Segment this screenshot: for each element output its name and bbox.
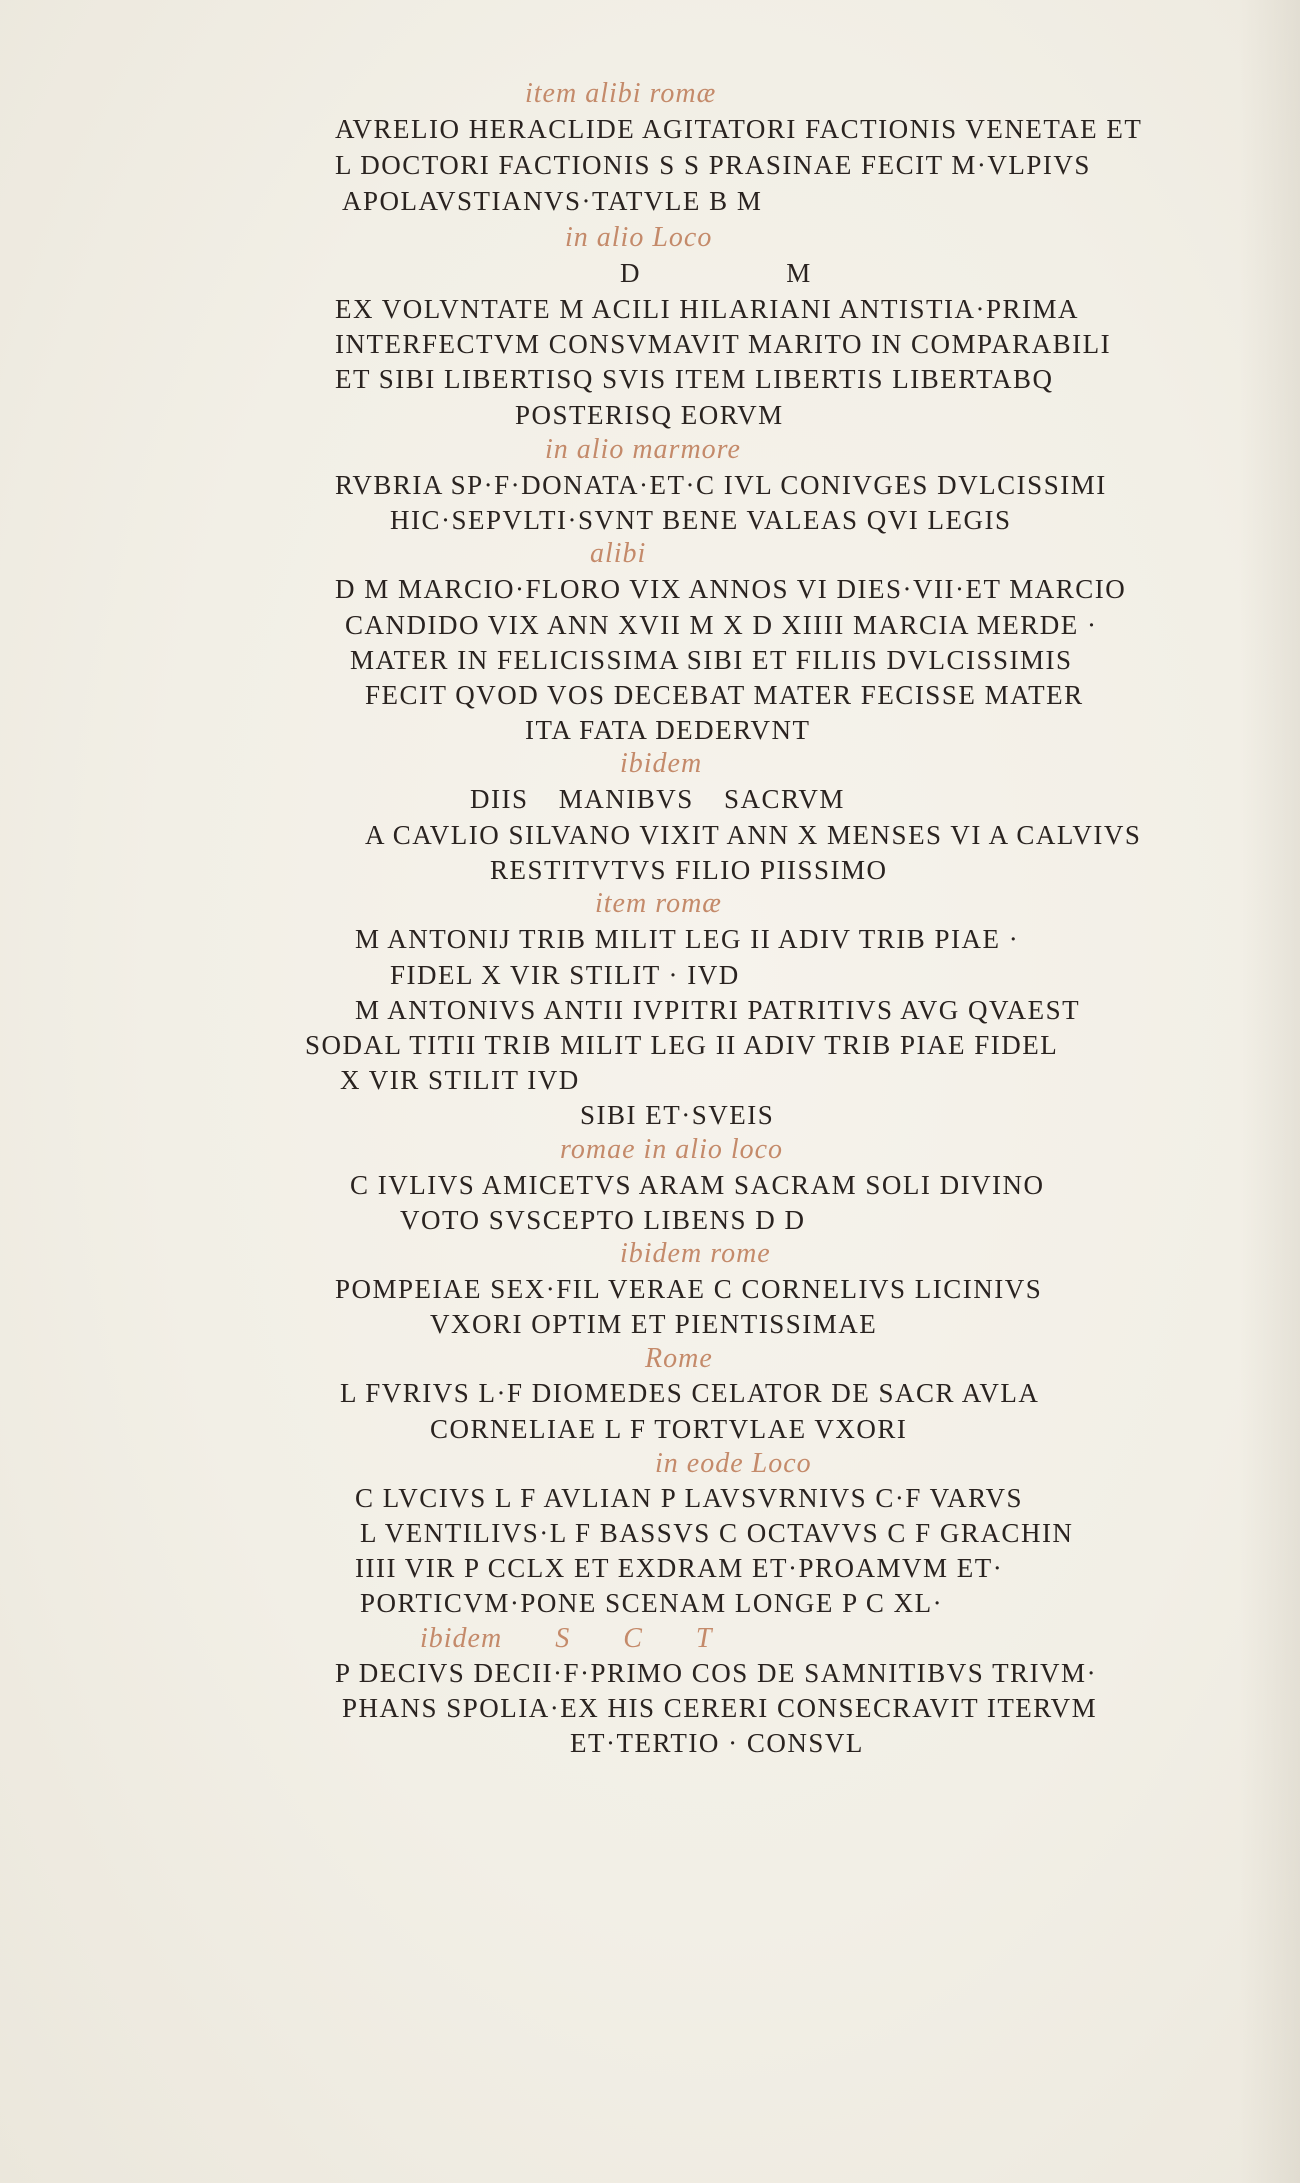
rubric-line: alibi bbox=[590, 538, 647, 569]
text-line: MATER IN FELICISSIMA SIBI ET FILIIS DVLCISSIMIS bbox=[350, 645, 1073, 675]
rubric-line: in alio marmore bbox=[545, 434, 741, 465]
rubric-line: ibidem rome bbox=[620, 1238, 771, 1269]
text-line: RVBRIA SP·F·DONATA·ET·C IVL CONIVGES DVLCISSIMI bbox=[335, 470, 1107, 500]
text-line: D M bbox=[620, 258, 881, 288]
text-line: P DECIVS DECII·F·PRIMO COS DE SAMNITIBVS TRIVM· bbox=[335, 1658, 1098, 1688]
text-line: SODAL TITII TRIB MILIT LEG II ADIV TRIB PIAE FIDEL bbox=[305, 1030, 1059, 1060]
page-edge-shadow bbox=[1240, 0, 1300, 2183]
text-line: FECIT QVOD VOS DECEBAT MATER FECISSE MATER bbox=[365, 680, 1084, 710]
text-line: AVRELIO HERACLIDE AGITATORI FACTIONIS VENETAE ET bbox=[335, 114, 1143, 144]
text-line: IIII VIR P CCLX ET EXDRAM ET·PROAMVM ET· bbox=[355, 1553, 1004, 1583]
text-line: M ANTONIVS ANTII IVPITRI PATRITIVS AVG QVAEST bbox=[355, 995, 1081, 1025]
text-line: PORTICVM·PONE SCENAM LONGE P C XL· bbox=[360, 1588, 944, 1618]
rubric-line: in alio Loco bbox=[565, 222, 713, 253]
text-line: ITA FATA DEDERVNT bbox=[525, 715, 811, 745]
text-line: ET SIBI LIBERTISQ SVIS ITEM LIBERTIS LIBERTABQ bbox=[335, 364, 1054, 394]
text-line: HIC·SEPVLTI·SVNT BENE VALEAS QVI LEGIS bbox=[390, 505, 1012, 535]
text-line: PHANS SPOLIA·EX HIS CERERI CONSECRAVIT ITERVM bbox=[342, 1693, 1098, 1723]
text-line: X VIR STILIT IVD bbox=[340, 1065, 580, 1095]
rubric-line: ibidem bbox=[620, 748, 703, 779]
text-line: ET·TERTIO · CONSVL bbox=[570, 1728, 864, 1758]
text-line: FIDEL X VIR STILIT · IVD bbox=[390, 960, 740, 990]
text-line: EX VOLVNTATE M ACILI HILARIANI ANTISTIA·PRIMA bbox=[335, 294, 1080, 324]
text-line: L DOCTORI FACTIONIS S S PRASINAE FECIT M·VLPIVS bbox=[335, 150, 1091, 180]
text-line: L FVRIVS L·F DIOMEDES CELATOR DE SACR AVLA bbox=[340, 1378, 1040, 1408]
rubric-line: item alibi romæ bbox=[525, 78, 717, 109]
text-line: APOLAVSTIANVS·TATVLE B M bbox=[342, 186, 763, 216]
text-line: C LVCIVS L F AVLIAN P LAVSVRNIVS C·F VARVS bbox=[355, 1483, 1024, 1513]
text-line: POMPEIAE SEX·FIL VERAE C CORNELIVS LICINIVS bbox=[335, 1274, 1043, 1304]
text-line: SIBI ET·SVEIS bbox=[580, 1100, 775, 1130]
text-line: POSTERISQ EORVM bbox=[515, 400, 784, 430]
text-line: A CAVLIO SILVANO VIXIT ANN X MENSES VI A CALVIVS bbox=[365, 820, 1142, 850]
text-line: M ANTONIJ TRIB MILIT LEG II ADIV TRIB PIAE · bbox=[355, 924, 1020, 954]
text-line: C IVLIVS AMICETVS ARAM SACRAM SOLI DIVINO bbox=[350, 1170, 1045, 1200]
text-line: INTERFECTVM CONSVMAVIT MARITO IN COMPARABILI bbox=[335, 329, 1112, 359]
text-line: RESTITVTVS FILIO PIISSIMO bbox=[490, 855, 888, 885]
text-line: CORNELIAE L F TORTVLAE VXORI bbox=[430, 1414, 908, 1444]
rubric-line: romae in alio loco bbox=[560, 1134, 784, 1165]
text-line: D M MARCIO·FLORO VIX ANNOS VI DIES·VII·ET MARCIO bbox=[335, 574, 1127, 604]
text-line: CANDIDO VIX ANN XVII M X D XIIII MARCIA MERDE · bbox=[345, 610, 1098, 640]
text-line: L VENTILIVS·L F BASSVS C OCTAVVS C F GRACHIN bbox=[360, 1518, 1074, 1548]
text-line: DIIS MANIBVS SACRVM bbox=[470, 784, 845, 814]
rubric-line: Rome bbox=[645, 1343, 713, 1374]
text-line: VXORI OPTIM ET PIENTISSIMAE bbox=[430, 1309, 878, 1339]
rubric-line: ibidem S C T bbox=[420, 1623, 713, 1654]
text-line: VOTO SVSCEPTO LIBENS D D bbox=[400, 1205, 806, 1235]
rubric-line: item romæ bbox=[595, 888, 722, 919]
rubric-line: in eode Loco bbox=[655, 1448, 812, 1479]
